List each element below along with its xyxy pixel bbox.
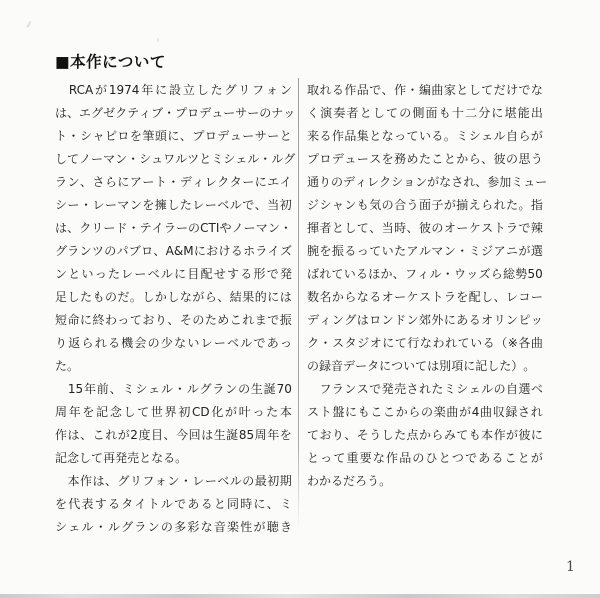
text-line: く 演 奏 者 と し て の 側 面 も 十 二 分 に 堪 能 出 [307,106,543,120]
scan-speck [157,38,159,42]
section-heading: ■本作について [55,53,166,71]
text-line: 来 る 作 品 集 と な っ て い る 。 ミ シ ェ ル 自 ら が [307,129,543,143]
text-line: ラ ン 、 さ ら に ア ー ト ・ デ ィ レ ク タ ー に エ イ [55,175,292,189]
page-bottom-edge [0,594,600,598]
text-line: 本 作 は 、 グ リ フ ォ ン ・ レ ー ベ ル の 最 初 期 [67,474,292,488]
text-line: フ ラ ン ス で 発 売 さ れ た ミ シ ェ ル の 自 選 ベ [319,382,543,396]
column-divider [298,78,299,530]
text-line: り 返 ら れ る 機 会 の 少 な い レ ー ベ ル で あ っ [55,336,292,350]
text-line: ジ シ ャ ン も 気 の 合 う 面 子 が 揃 え ら れ た 。 指 [307,198,543,212]
text-line: 通 り の デ ィ レ ク シ ョ ン が な さ れ 、 参 加 ミ ュ ー [307,175,548,189]
text-line: 足 し た も の だ 。 し か し な が ら 、 結 果 的 に は [55,290,292,304]
text-line: 周 年 を 記 念 し て 世 界 初 CD 化 が 叶 っ た 本 [55,404,292,419]
text-line: 作 は 、 こ れ が 2 度 目 、 今 回 は 生 誕 85 周 年 を [55,427,292,442]
text-line: 記 念 し て 再 発 売 と な る 。 [55,451,188,465]
right-text-column [307,78,548,492]
text-line: 取 れ る 作 品 で 、 作 ・ 編 曲 家 と し て だ け で な [307,83,543,97]
text-line: 短 命 に 終 わ っ て お り 、 そ の た め こ れ ま で 振 [55,313,292,327]
left-text-column [55,78,296,538]
text-line: ン と い っ た レ ー ベ ル に 目 配 せ す る 形 で 発 [55,267,292,281]
text-line: ク ・ ス タ ジ オ に て 行 な わ れ て い る （ ※ 各 曲 [307,335,543,350]
text-line: シ ー ・ レ ー マ ン を 擁 し た レ ー ベ ル で 、 当 初 [55,198,292,212]
text-line: ば れ て い る ほ か 、 フ ィ ル ・ ウ ッ ズ ら 総 勢 50 [307,266,543,281]
text-line: わ か る だ ろ う 。 [307,474,392,488]
text-line: は 、 ク リ ー ド ・ テ イ ラ ー の CTI や ノ ー マ ン ・ [55,220,292,235]
text-line: プ ロ デ ュ ー ス を 務 め た こ と か ら 、 彼 の 思 う [307,152,543,166]
text-line: 腕 を 振 る っ て い た ア ル マ ン ・ ミ ジ ア ニ が 選 [307,244,543,258]
text-line: を 代 表 す る タ イ ト ル で あ る と 同 時 に 、 ミ [55,497,292,511]
text-line: の 録 音 デ ー タ に つ い て は 別 項 に 記 し た ） 。 [307,359,536,373]
text-line: て お り 、 そ う し た 点 か ら み て も 本 作 が 彼 に [307,428,543,442]
text-line: し て ノ ー マ ン ・ シ ュ ワ ル ツ と ミ シ ェ ル ・ ル グ [55,152,296,166]
text-line: 15 年 前 、 ミ シ ェ ル ・ ル グ ラ ン の 生 誕 70 [67,381,292,396]
text-line: グ ラ ン ツ の パ ブ ロ 、 A&M に お け る ホ ラ イ ズ [55,243,292,258]
text-line: デ ィ ン グ は ロ ン ド ン 郊 外 に あ る オ リ ン ピ ッ [307,313,543,327]
scan-speck [26,21,31,28]
text-line: ト ・ シ ャ ピ ロ を 筆 頭 に 、 プ ロ デ ュ ー サ ー と [55,129,292,143]
text-line: ス ト 盤 に も こ こ か ら の 楽 曲 が 4 曲 収 録 さ れ [307,404,543,419]
text-line: 数 名 か ら な る オ ー ケ ス ト ラ を 配 し 、 レ コ ー [307,290,543,304]
text-line: は 、 エ グ ゼ ク テ ィ ブ ・ プ ロ デ ュ ー サ ー の ナ ッ [55,106,296,120]
text-line: と っ て 重 要 な 作 品 の ひ と つ で あ る こ と が [307,451,543,465]
page-number: 1 [566,559,575,575]
text-line: RCA が 1974 年 に 設 立 し た グ リ フ ォ ン [68,82,292,97]
text-line: シ ェ ル ・ ル グ ラ ン の 多 彩 な 音 楽 性 が 聴 き [55,520,292,534]
text-line: 揮 者 と し て 、 当 時 、 彼 の オ ー ケ ス ト ラ で 辣 [307,221,543,235]
text-line: た 。 [55,359,80,373]
